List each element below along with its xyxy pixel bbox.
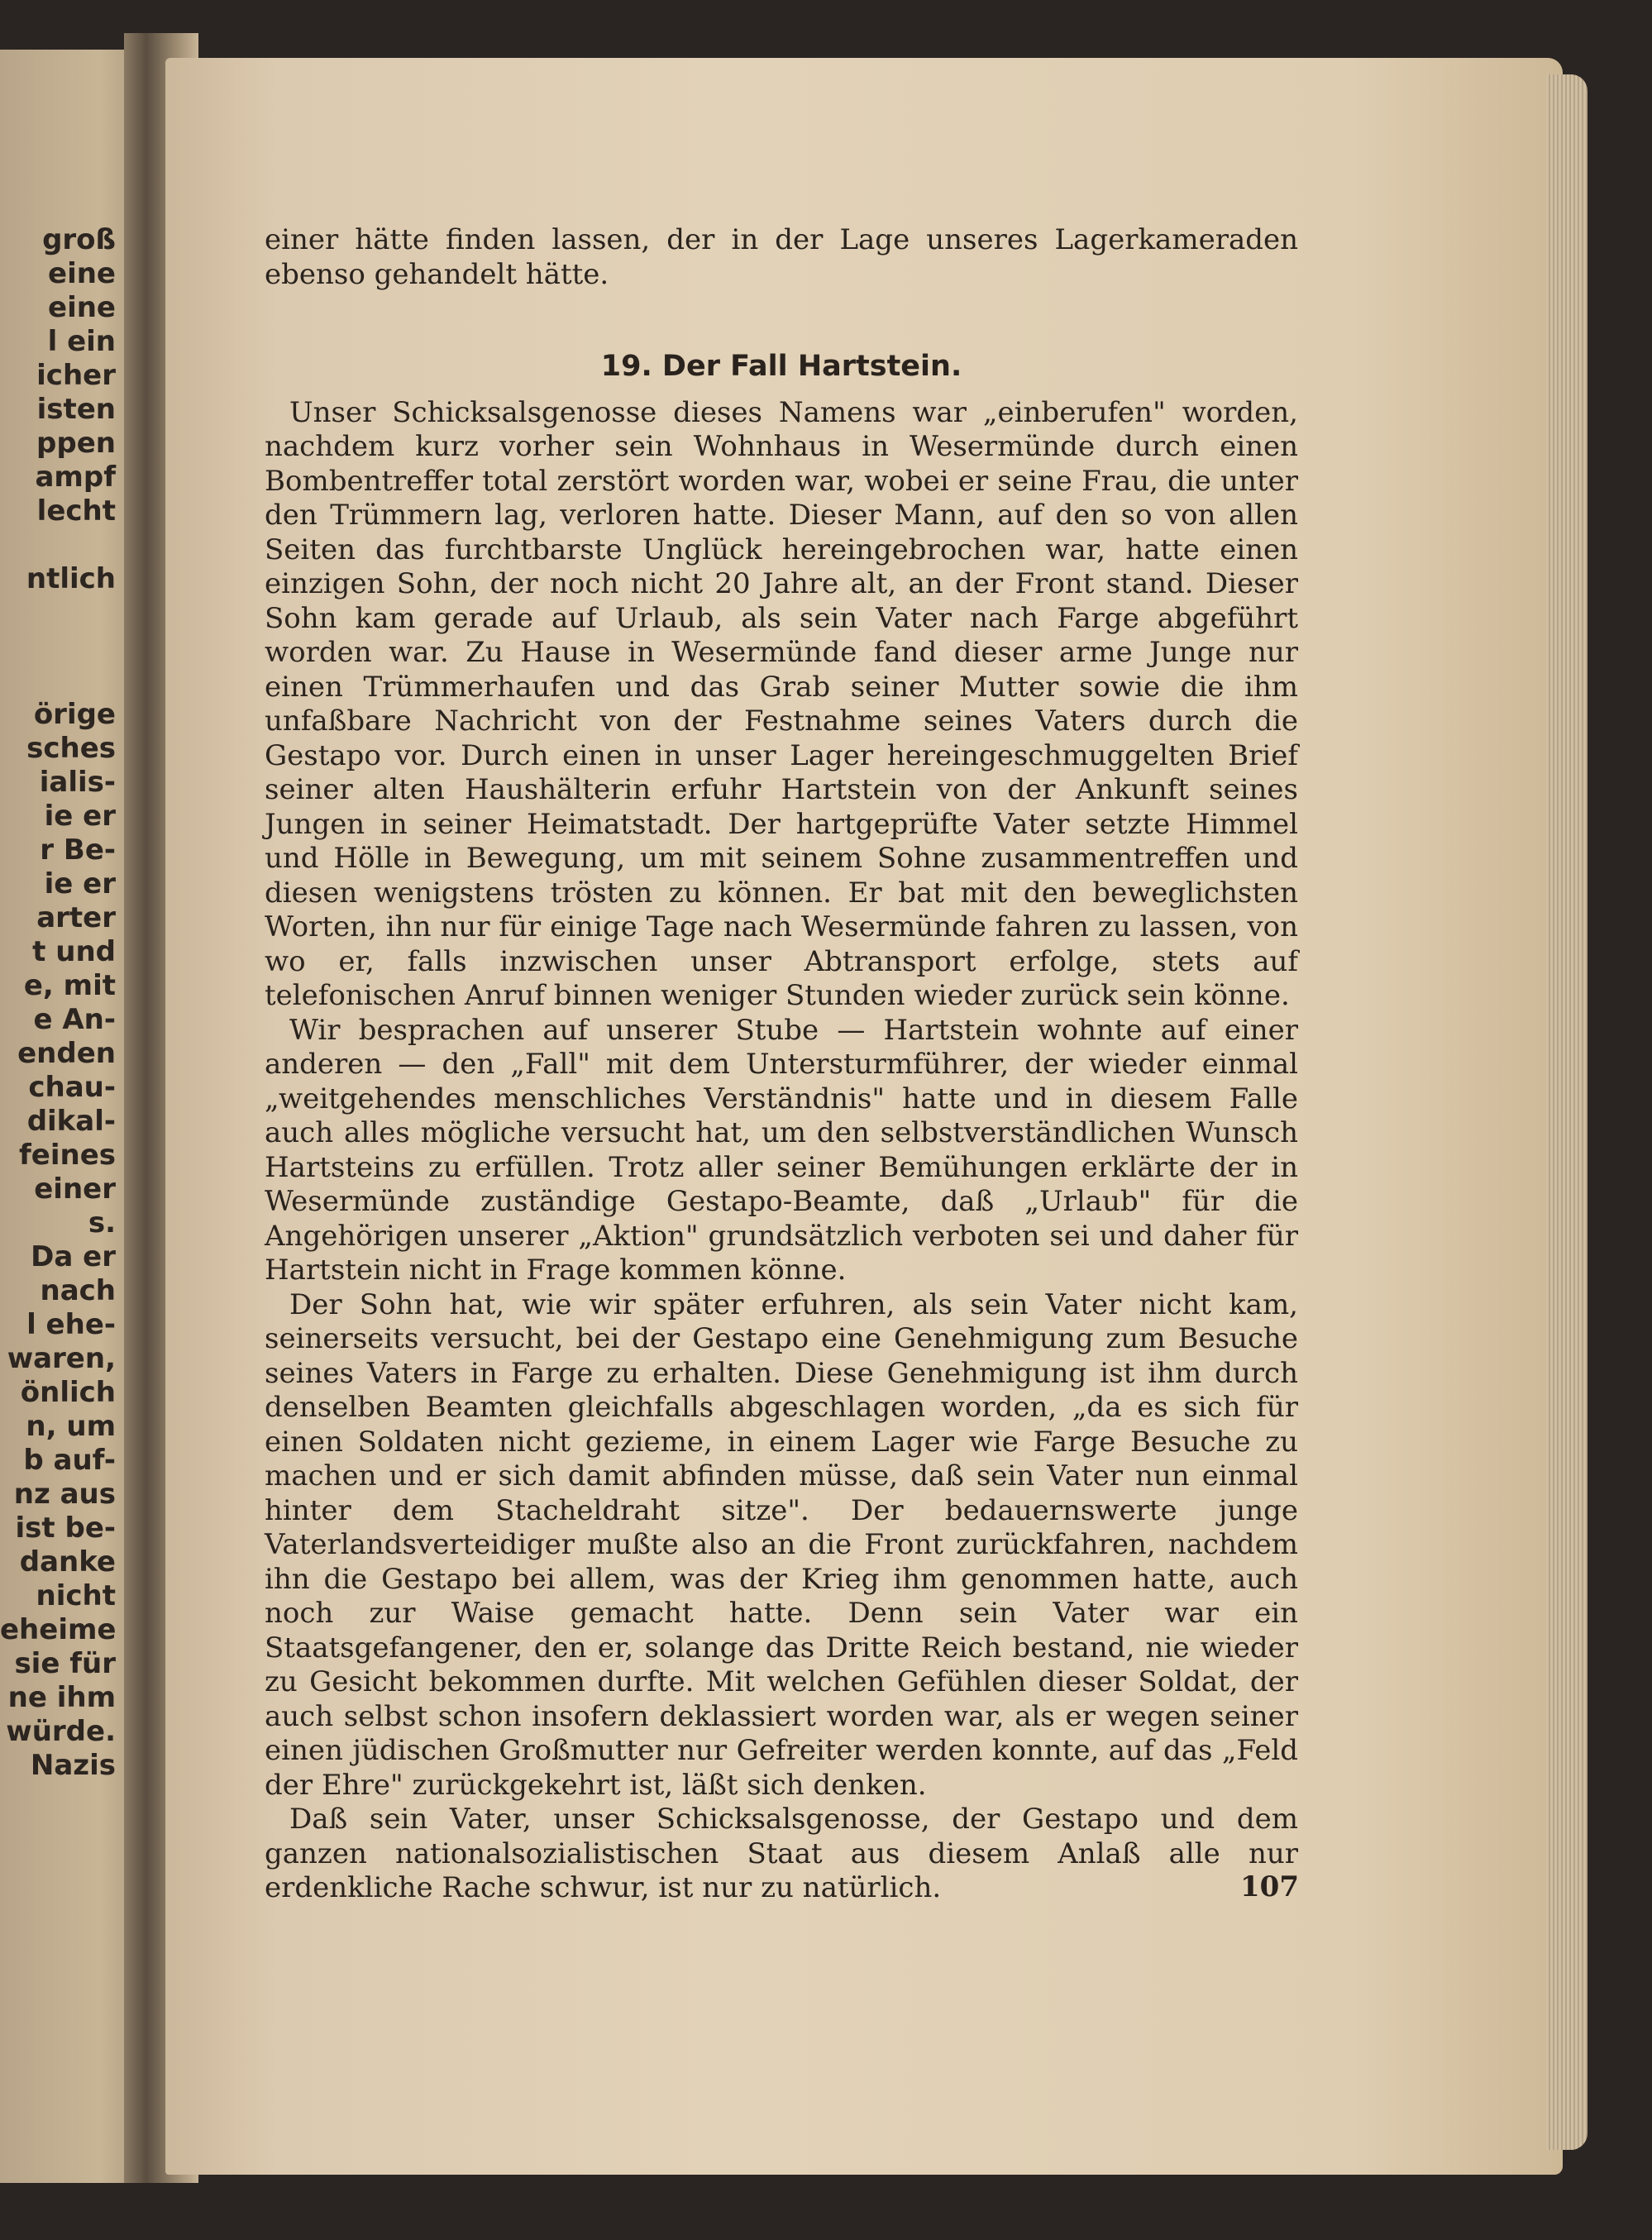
left-page-word: ntlich xyxy=(26,562,116,595)
left-page-word: isten xyxy=(36,393,116,426)
left-page-word: ppen xyxy=(36,427,116,460)
left-page-word: icher xyxy=(36,359,116,392)
left-page-word: Nazis xyxy=(30,1749,116,1782)
left-page-word: eine xyxy=(48,291,116,324)
left-page-word: nz aus xyxy=(13,1478,116,1511)
left-page-word: b auf- xyxy=(23,1444,116,1477)
left-page-word: eine xyxy=(48,257,116,290)
left-page-word: lecht xyxy=(36,494,116,528)
intro-paragraph xyxy=(265,223,1298,292)
section-body xyxy=(265,396,1298,1906)
left-page-word xyxy=(0,528,116,562)
left-page-word xyxy=(0,630,116,664)
left-page-word: einer xyxy=(34,1173,116,1206)
paragraph-2: Wir besprachen auf unserer Stube — Hartstein wohnte auf einer anderen — den „Fall" mit dem Untersturmführer, der wieder einmal „weitgehendes menschliches Verständnis" hatte und in diesem Falle auch alles mögliche versucht hat, um den selbstverständlichen Wunsch Hartsteins zu erfüllen. Trotz aller seiner Bemühungen erklärte der in Wesermünde zuständige Gestapo-Beamte, daß „Urlaub" für die Angehörigen unserer „Aktion" grundsätzlich verboten sei und daher für Hartstein nicht in Frage kommen könne. xyxy=(265,1013,1298,1287)
left-page-word: l ehe- xyxy=(26,1308,116,1341)
left-page-word: chau- xyxy=(28,1071,116,1104)
left-page-word: örige xyxy=(33,698,116,731)
left-page-word: e An- xyxy=(33,1003,116,1036)
left-page-word: ist be- xyxy=(15,1512,116,1545)
left-page-word: s. xyxy=(88,1206,116,1239)
left-page-word: würde. xyxy=(6,1715,116,1748)
left-page-word: feines xyxy=(18,1139,116,1172)
page-number: 107 xyxy=(1240,1870,1299,1903)
left-page-word: r Be- xyxy=(40,833,116,867)
left-page-word: e, mit xyxy=(23,969,116,1002)
left-page-word: ne ihm xyxy=(7,1681,116,1714)
left-page-word: Da er xyxy=(31,1240,116,1273)
left-page-word: ie er xyxy=(44,800,116,833)
left-page-word xyxy=(0,664,116,698)
left-page-word: n, um xyxy=(26,1410,116,1443)
left-page-word: sie für xyxy=(14,1647,116,1680)
left-page-word: eheime xyxy=(0,1613,117,1646)
left-page-word: enden xyxy=(17,1037,116,1070)
left-page-word: waren, xyxy=(7,1342,116,1375)
paragraph-4: Daß sein Vater, unser Schicksalsgenosse, der Gestapo und dem ganzen nationalsozialistischen Staat aus diesem Anlaß alle nur erdenkliche Rache schwur, ist nur zu natürlich. xyxy=(265,1803,1298,1904)
left-page-word: sches xyxy=(26,732,116,765)
page-content xyxy=(265,223,1298,1906)
left-page-word xyxy=(0,596,116,630)
left-page-word: nicht xyxy=(36,1579,116,1612)
page-edges xyxy=(1546,74,1588,2150)
section-title: 19. Der Fall Hartstein. xyxy=(600,350,962,383)
left-page-word: danke xyxy=(19,1545,116,1579)
left-page-word: t und xyxy=(32,935,116,968)
left-page-word: groß xyxy=(42,223,116,256)
paragraph-3: Der Sohn hat, wie wir später erfuhren, als sein Vater nicht kam, seinerseits versucht, bei der Gestapo eine Genehmigung zum Besuche seines Vaters in Farge zu erhalten. Diese Genehmigung ist ihm durch denselben Beamten gleichfalls abgeschlagen worden, „da es sich für einen Soldaten nicht gezieme, in einem Lager wie Farge Besuche zu machen und er sich damit abfinden müsse, daß sein Vater nun einmal hinter dem Stacheldraht sitze". Der bedauernswerte junge Vaterlandsverteidiger mußte also an die Front zurückfahren, nachdem ihn die Gestapo bei allem, was der Krieg ihm genommen hatte, auch noch zur Waise gemacht hatte. Denn sein Vater war ein Staatsgefangener, den er, solange das Dritte Reich bestand, nie wieder zu Gesicht bekommen durfte. Mit welchen Gefühlen dieser Soldat, der auch selbst schon insofern deklassiert worden war, als er wegen seiner einen jüdischen Großmutter nur Gefreiter werden konnte, auf das „Feld der Ehre" zurückgekehrt ist, läßt sich denken. xyxy=(265,1287,1298,1802)
left-page-word: dikal- xyxy=(26,1105,116,1138)
left-page-word: arter xyxy=(36,901,116,934)
left-page-word: ialis- xyxy=(39,766,116,799)
intro-text: einer hätte finden lassen, der in der Lage unseres Lagerkameraden ebenso gehandelt hätte. xyxy=(265,223,1298,291)
left-page-text-fragments xyxy=(0,223,116,1783)
left-page-word: önlich xyxy=(20,1376,116,1409)
left-page-word: ie er xyxy=(44,867,116,900)
left-page-word: ampf xyxy=(35,461,116,494)
left-page-word: l ein xyxy=(47,325,116,358)
left-page-word: nach xyxy=(40,1274,116,1307)
paragraph-1: Unser Schicksalsgenosse dieses Namens war „einberufen" worden, nachdem kurz vorher sein Wohnhaus in Wesermünde durch einen Bombentreffer total zerstört worden war, wobei er seine Frau, die unter den Trümmern lag, verloren hatte. Dieser Mann, auf den so von allen Seiten das furchtbarste Unglück hereingebrochen war, hatte einen einzigen Sohn, der noch nicht 20 Jahre alt, an der Front stand. Dieser Sohn kam gerade auf Urlaub, als sein Vater nach Farge abgeführt worden war. Zu Hause in Wesermünde fand dieser arme Junge nur einen Trümmerhaufen und das Grab seiner Mutter sowie die ihm unfaßbare Nachricht von der Festnahme seines Vaters durch die Gestapo vor. Durch einen in unser Lager hereingeschmuggelten Brief seiner alten Haushälterin erfuhr Hartstein von der Ankunft seines Jungen in seiner Heimatstadt. Der hartgeprüfte Vater setzte Himmel und Hölle in Bewegung, um mit seinem Sohne zusammentreffen und diesen wenigstens trösten zu können. Er bat mit den beweglichsten Worten, ihn nur für einige Tage nach Wesermünde fahren zu lassen, von wo er, falls inzwischen unser Abtransport erfolge, stets auf telefonischen Anruf binnen weniger Stunden wieder zurück sein könne. xyxy=(265,395,1298,1012)
